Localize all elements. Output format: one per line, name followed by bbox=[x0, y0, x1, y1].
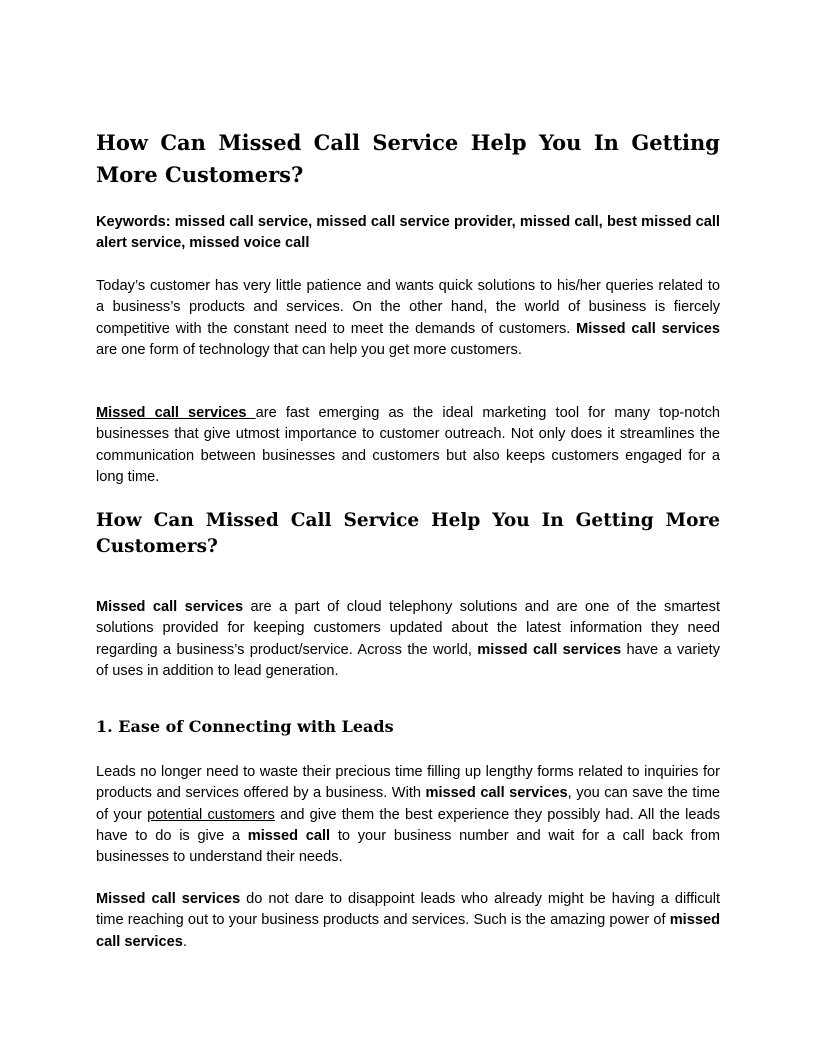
fifth-text-1: do not dare to disappoint leads who already might be having a difficult time reaching out to your business products and services. Such is the amazing power of bbox=[96, 891, 720, 929]
intro-tail: are one form of technology that can help you get more customers. bbox=[96, 341, 522, 358]
third-text-2: have a variety of uses in addition to lead generation. bbox=[96, 641, 720, 679]
second-paragraph-text: are fast emerging as the ideal marketing tool for many top-notch businesses that give utmost importance to customer outreach. Not only does it streamlines the communication between businesses and customers but also keeps customers engaged for a long time. bbox=[96, 405, 720, 485]
fourth-text-1: Leads no longer need to waste their precious time filling up lengthy forms related to inquiries for products and services offered by a business. With bbox=[96, 764, 720, 802]
intro-bold-term: Missed call services bbox=[576, 320, 721, 337]
intro-paragraph bbox=[96, 276, 720, 361]
fourth-text-4: to your business number and wait for a call back from businesses to understand their needs. bbox=[96, 827, 720, 866]
fifth-bold-2: missed call services bbox=[96, 912, 720, 950]
third-bold-1: Missed call services bbox=[96, 599, 244, 615]
keywords-paragraph: Keywords: missed call service, missed call service provider, missed call, best missed call alert service, missed voice call bbox=[96, 214, 720, 252]
fourth-text-2: , you can save the time of your bbox=[96, 785, 720, 823]
third-paragraph bbox=[96, 597, 720, 682]
third-text-1: are a part of cloud telephony solutions and are one of the smartest solutions provided for keeping customers updated about the latest information they need regarding a business’s product/service. Across the world, bbox=[96, 599, 721, 658]
fifth-text-2: . bbox=[182, 933, 187, 950]
second-paragraph bbox=[96, 403, 720, 488]
third-bold-2: missed call services bbox=[477, 641, 622, 658]
fifth-paragraph bbox=[96, 889, 720, 953]
fourth-bold-2: missed call bbox=[247, 827, 331, 844]
potential-customers-link[interactable]: potential customers bbox=[147, 806, 275, 823]
subsection-heading: 1. Ease of Connecting with Leads bbox=[96, 717, 394, 736]
fourth-bold-1: missed call services bbox=[425, 785, 568, 802]
fourth-text-3: and give them the best experience they possibly had. All the leads have to do is give a bbox=[96, 806, 721, 844]
missed-call-services-link[interactable]: Missed call services bbox=[96, 405, 256, 421]
section-heading: How Can Missed Call Service Help You In Getting More Customers? bbox=[96, 510, 720, 557]
intro-text: Today’s customer has very little patience and wants quick solutions to his/her queries related to a business’s products and services. On the other hand, the world of business is fiercely competitive with the constant need to meet the demands of customers. bbox=[96, 278, 720, 337]
fifth-bold-1: Missed call services bbox=[96, 891, 241, 907]
page-title: How Can Missed Call Service Help You In Getting More Customers? bbox=[96, 130, 720, 187]
fourth-paragraph bbox=[96, 762, 720, 868]
